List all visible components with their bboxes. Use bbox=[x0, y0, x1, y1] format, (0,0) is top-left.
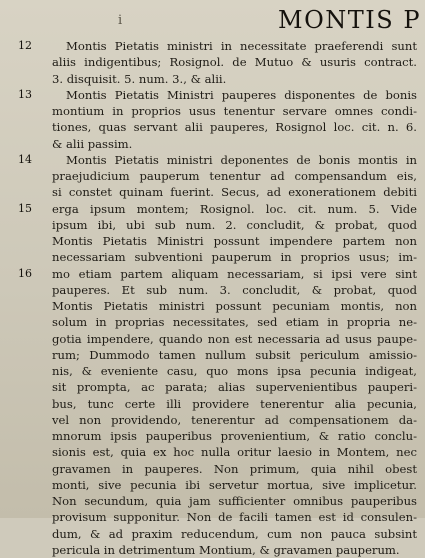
line-text: si constet quinam fuerint. Secus, ad exonerationem debiti bbox=[52, 185, 417, 200]
text-line bbox=[0, 493, 425, 509]
line-text: Montis Pietatis Ministri possunt impendere partem non bbox=[52, 234, 417, 248]
line-text: Montis Pietatis ministri deponentes de bonis montis in bbox=[66, 152, 417, 167]
line-text: monti, sive pecunia ibi servetur mortua, sive implicetur. bbox=[52, 477, 417, 492]
text-line bbox=[0, 461, 425, 477]
text-line bbox=[0, 201, 425, 217]
text-line bbox=[0, 396, 425, 412]
line-text: gotia impendere, quando non est necessaria ad usus paupe- bbox=[52, 331, 417, 346]
line-text: montium in proprios usus tenentur servare omnes condi- bbox=[52, 104, 417, 118]
text-line bbox=[0, 379, 425, 395]
text-line bbox=[0, 119, 425, 135]
running-head: MONTIS P bbox=[278, 6, 421, 34]
text-line bbox=[0, 233, 425, 249]
paragraph-number: 16 bbox=[18, 266, 32, 280]
line-text: praejudicium pauperum tenentur ad compensandum eis, bbox=[52, 169, 417, 183]
text-line bbox=[0, 103, 425, 119]
page-body bbox=[0, 38, 425, 558]
line-text: mo etiam partem aliquam necessariam, si ipsi vere sint bbox=[52, 266, 417, 281]
text-line bbox=[0, 184, 425, 200]
text-line bbox=[0, 428, 425, 444]
text-line bbox=[0, 314, 425, 330]
line-text: solum in proprias necessitates, sed etiam in propria ne- bbox=[52, 315, 417, 330]
text-line bbox=[0, 298, 425, 314]
line-text: mnorum ipsis pauperibus provenientium, & ratio conclu- bbox=[52, 429, 417, 443]
text-line bbox=[0, 152, 425, 168]
paragraph-number: 13 bbox=[18, 87, 32, 101]
line-text: aliis indigentibus; Rosignol. de Mutuo & usuris contract. bbox=[52, 55, 417, 70]
text-line bbox=[0, 54, 425, 70]
line-text: vel non providendo, tenerentur ad compensationem da- bbox=[52, 412, 417, 427]
text-line bbox=[0, 217, 425, 233]
line-text: Montis Pietatis Ministri pauperes disponentes de bonis bbox=[66, 87, 417, 102]
line-text: erga ipsum montem; Rosignol. loc. cit. num. 5. Vide bbox=[52, 201, 417, 216]
text-line bbox=[0, 412, 425, 428]
text-line bbox=[0, 526, 425, 542]
text-line bbox=[0, 542, 425, 558]
line-text: sit prompta, ac parata; alias supervenientibus pauperi- bbox=[52, 380, 417, 395]
paragraph-number: 12 bbox=[18, 39, 32, 52]
text-line bbox=[0, 87, 425, 103]
text-line bbox=[0, 509, 425, 525]
page-mark: i bbox=[118, 13, 123, 28]
text-line bbox=[0, 249, 425, 265]
text-line bbox=[0, 363, 425, 379]
text-line bbox=[0, 282, 425, 298]
line-text: pericula in detrimentum Montium, & gravamen pauperum. bbox=[52, 542, 400, 557]
paragraph-number: 15 bbox=[18, 201, 32, 215]
text-line bbox=[0, 347, 425, 363]
line-text: sionis est, quia ex hoc nulla oritur laesio in Montem, nec bbox=[52, 445, 417, 460]
line-text: Montis Pietatis ministri in necessitate praeferendi sunt bbox=[66, 39, 417, 53]
line-text: necessariam subventioni pauperum in proprios usus; im- bbox=[52, 250, 417, 265]
line-text: & alii passim. bbox=[52, 136, 133, 151]
text-line bbox=[0, 71, 425, 87]
line-text: Non secundum, quia jam sufficienter omnibus pauperibus bbox=[52, 494, 417, 508]
line-text: provisum supponitur. Non de facili tamen est id consulen- bbox=[52, 510, 417, 525]
paragraph-number: 14 bbox=[18, 152, 32, 166]
text-line bbox=[0, 136, 425, 152]
line-text: 3. disquisit. 5. num. 3., & alii. bbox=[52, 71, 227, 86]
text-line bbox=[0, 331, 425, 347]
line-text: pauperes. Et sub num. 3. concludit, & probat, quod bbox=[52, 282, 417, 297]
line-text: rum; Dummodo tamen nullum subsit periculum amissio- bbox=[52, 347, 417, 362]
line-text: gravamen in pauperes. Non primum, quia nihil obest bbox=[52, 461, 417, 476]
text-line bbox=[0, 38, 425, 54]
line-text: Montis Pietatis ministri possunt pecuniam montis, non bbox=[52, 299, 417, 313]
line-text: tiones, quas servant alii pauperes, Rosignol loc. cit. n. 6. bbox=[52, 120, 417, 135]
line-text: bus, tunc certe illi providere tenerentur alia pecunia, bbox=[52, 396, 417, 411]
text-line bbox=[0, 266, 425, 282]
line-text: dum, & ad praxim reducendum, cum non pauca subsint bbox=[52, 526, 417, 541]
text-line bbox=[0, 444, 425, 460]
line-text: nis, & eveniente casu, quo mons ipsa pecunia indigeat, bbox=[52, 364, 417, 378]
text-line bbox=[0, 168, 425, 184]
text-line bbox=[0, 477, 425, 493]
line-text: ipsum ibi, ubi sub num. 2. concludit, & probat, quod bbox=[52, 217, 417, 232]
